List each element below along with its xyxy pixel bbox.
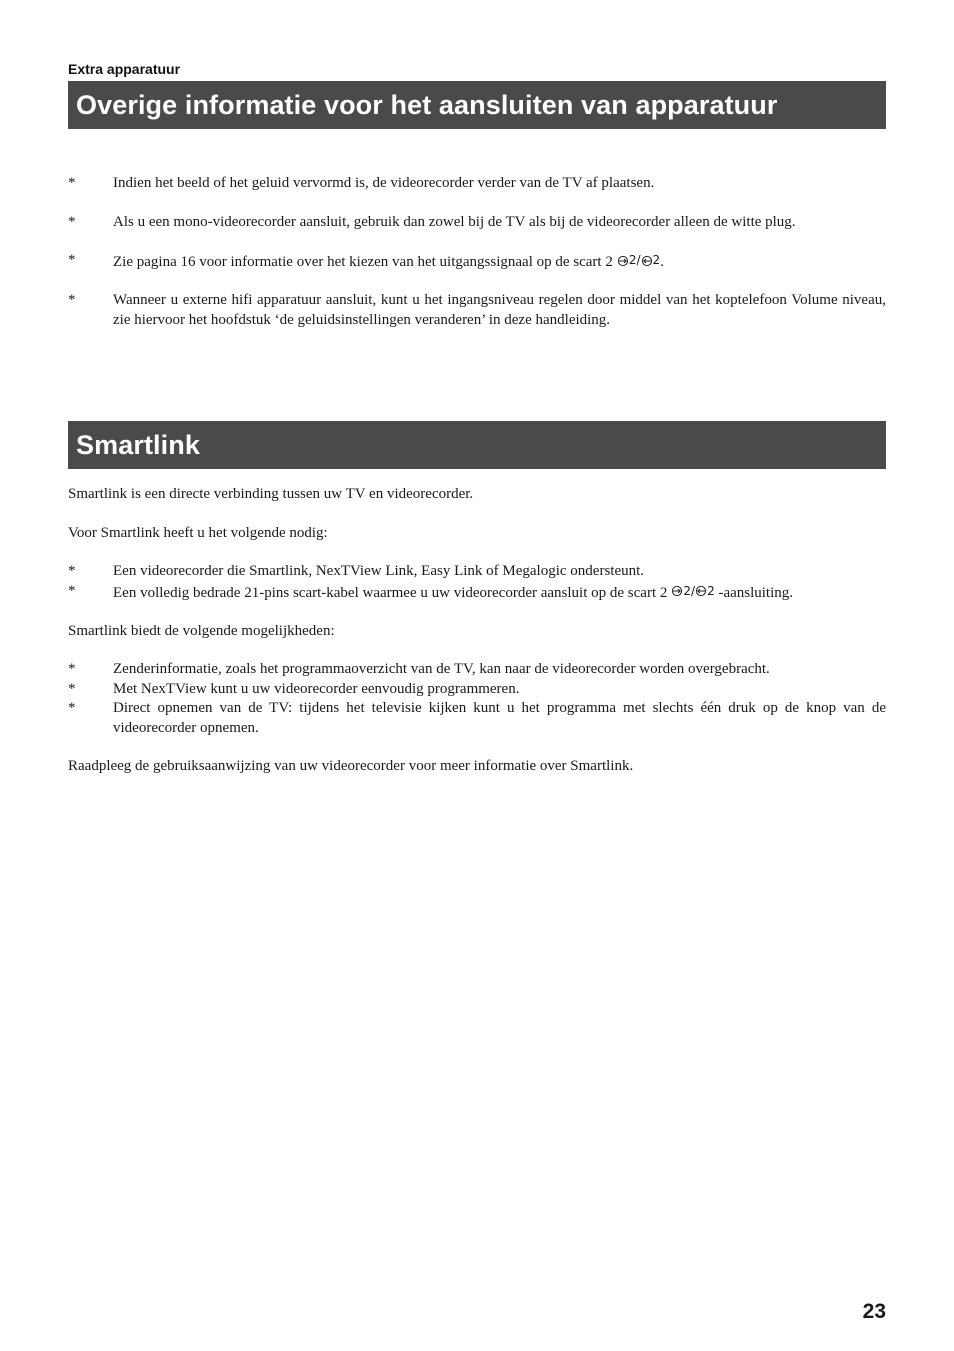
list-item [68, 680, 886, 700]
list-item [68, 699, 886, 738]
scart-number: 2 [652, 253, 661, 267]
section2-body [68, 485, 886, 777]
bullet-mark: * [68, 175, 76, 191]
paragraph-features-intro: Smartlink biedt de volgende mogelijkheden: [68, 622, 335, 639]
paragraph-closing: Raadpleeg de gebruiksaanwijzing van uw videorecorder voor meer informatie over Smartlink. [68, 758, 634, 775]
bullet-mark: * [68, 680, 76, 697]
list-item-text: Als u een mono-videorecorder aansluit, gebruik dan zowel bij de TV als bij de videorecorder alleen de witte plug. [113, 213, 796, 230]
list-item [68, 174, 886, 194]
bullet-mark: * [68, 213, 76, 230]
list-item [68, 251, 886, 272]
scart-output-symbol [617, 251, 660, 271]
heading-overige-informatie [68, 81, 886, 129]
scart-number: 2 [683, 583, 692, 598]
scart-input-icon [671, 585, 683, 597]
section-label: Extra apparatuur [68, 61, 181, 77]
heading-text: Overige informatie voor het aansluiten van apparatuur [76, 89, 778, 120]
heading-smartlink [68, 421, 886, 469]
list-item [68, 213, 886, 233]
paragraph-needs-intro: Voor Smartlink heeft u het volgende nodig: [68, 524, 328, 541]
list-item-text: Indien het beeld of het geluid vervormd is, de videorecorder verder van de TV af plaatsen. [113, 175, 655, 191]
scart-number: 2 [628, 253, 637, 267]
scart-input-icon [617, 255, 629, 267]
paragraph-intro: Smartlink is een directe verbinding tussen uw TV en videorecorder. [68, 486, 474, 502]
bullet-mark: * [68, 700, 76, 717]
section1-bullets [68, 174, 886, 330]
list-item-text-suffix: . [660, 253, 664, 270]
bullet-mark: * [68, 582, 76, 599]
list-item [68, 660, 886, 680]
list-item-text: Zenderinformatie, zoals het programmaoverzicht van de TV, kan naar de videorecorder worden overgebracht. [113, 661, 770, 678]
scart-separator: / [691, 583, 696, 598]
list-item [68, 562, 886, 582]
list-item-text-suffix: -aansluiting. [714, 584, 794, 601]
scart-output-icon [641, 255, 653, 267]
bullet-mark: * [68, 252, 76, 268]
scart-number: 2 [707, 583, 715, 598]
list-item-text: Direct opnemen van de TV: tijdens het televisie kijken kunt u het programma met slechts één druk op de knop van de videorecorder opnemen. [113, 700, 886, 736]
list-item-text: Een volledig bedrade 21-pins scart-kabel waarmee u uw videorecorder aansluit op de scart 2 [113, 584, 668, 601]
heading-text: Smartlink [76, 429, 200, 460]
bullet-mark: * [68, 661, 76, 678]
scart-separator: / [636, 253, 641, 267]
list-item-text: Met NexTView kunt u uw videorecorder eenvoudig programmeren. [113, 680, 520, 697]
page-number: 23 [862, 1300, 886, 1323]
scart-output-icon [695, 585, 707, 597]
scart-output-symbol [671, 582, 714, 602]
list-item-text: Zie pagina 16 voor informatie over het kiezen van het uitgangssignaal op de scart 2 [113, 253, 613, 270]
bullet-mark: * [68, 563, 76, 579]
list-item [68, 291, 886, 330]
list-item-text: Een videorecorder die Smartlink, NexTView Link, Easy Link of Megalogic ondersteunt. [113, 563, 645, 579]
list-item-text: Wanneer u externe hifi apparatuur aansluit, kunt u het ingangsniveau regelen door middel van het koptelefoon Volume niveau, zie hiervoor het hoofdstuk ‘de geluidsinstellingen veranderen’ in deze handleiding. [113, 292, 886, 328]
list-item [68, 582, 886, 603]
bullet-mark: * [68, 292, 76, 309]
